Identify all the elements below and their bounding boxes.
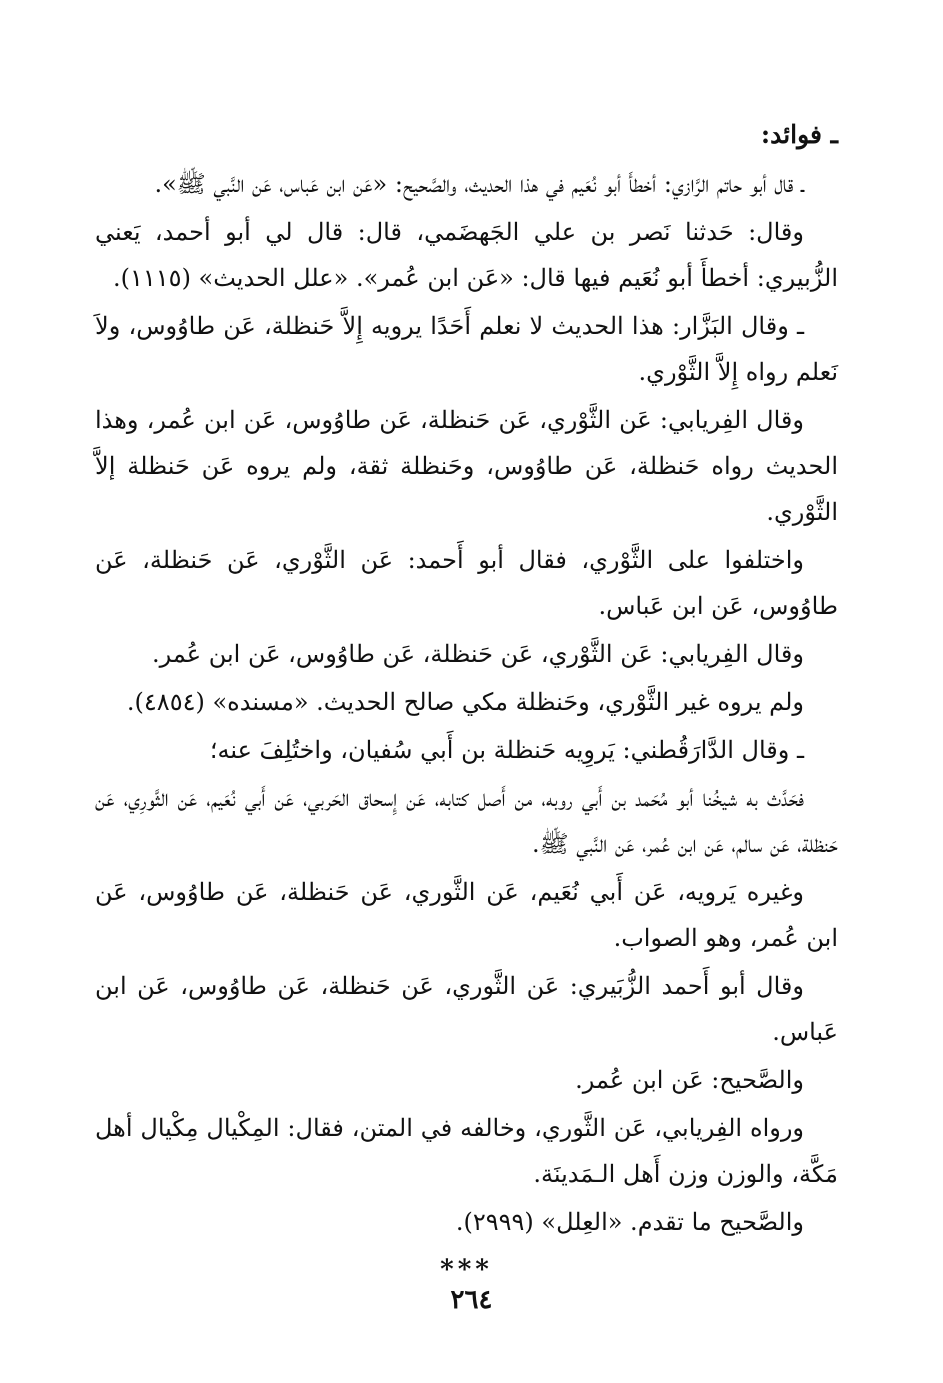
paragraph-daraqutni: ـ وقال الدَّارَقُطني: يَروِيه حَنظلة بن أَبي سُفيان، واختُلِفَ عنه؛ xyxy=(209,736,804,764)
page-number: ٢٦٤ xyxy=(450,1285,493,1315)
paragraph-nasr-ibn-ali: وقال: حَدثنا نَصر بن علي الجَهضَمي، قال: قال لي أبو أحمد، يَعني الزُّبيري: أخطأَ أبو نُعَيم فيها قال: «عَن ابن عُمر». «علل الحديث» (١١١٥). xyxy=(95,218,838,292)
section-heading: ـ فوائد: xyxy=(760,120,838,149)
paragraph-sahih: والصَّحيح: عَن ابن عُمر. xyxy=(575,1066,804,1094)
paragraph-abu-hatim: ـ قال أبو حاتم الرَّازي: أخطأَ أبو نُعَيم في هذا الحديث، والصَّحيح: «عَن ابن عَباس، عَن النَّبي ﷺ». xyxy=(154,170,804,198)
paragraph-firyabi-2: وقال الفِريابي: عَن الثَّوْري، عَن حَنظلة، عَن طاوُوس، عَن ابن عُمر. xyxy=(152,640,804,668)
section-separator: *** xyxy=(440,1255,493,1285)
paragraph-ilal: والصَّحيح ما تقدم. «العِلل» (٢٩٩٩). xyxy=(455,1208,804,1236)
paragraph-zubayri: وقال أبو أَحمد الزُّبَيري: عَن الثَّوري، عَن حَنظلة، عَن طاوُوس، عَن ابن عَباس. xyxy=(95,972,838,1046)
paragraph-ikhtilaf: واختلفوا على الثَّوْري، فقال أبو أَحمد: عَن الثَّوْري، عَن حَنظلة، عَن طاوُوس، عَن ابن عَباس. xyxy=(95,546,838,620)
paragraph-bazzar: ـ وقال البَزَّار: هذا الحديث لا نعلم أَحَدًا يرويه إِلاَّ حَنظلة، عَن طاوُوس، ولاَ نَعلم رواه إِلاَّ الثَّوْري. xyxy=(95,312,838,386)
paragraph-firyabi: وقال الفِريابي: عَن الثَّوْري، عَن حَنظلة، عَن طاوُوس، عَن ابن عُمر، وهذا الحديث رواه حَنظلة، عَن طاوُوس، وحَنظلة ثقة، ولم يروه عَن حَنظلة إلاَّ الثَّوْري. xyxy=(95,406,838,526)
paragraph-ghayruhu: وغيره يَرويه، عَن أَبي نُعَيم، عَن الثَّوري، عَن حَنظلة، عَن طاوُوس، عَن ابن عُمر، وهو الصواب. xyxy=(95,878,838,952)
paragraph-musnad: ولم يروه غير الثَّوْري، وحَنظلة مكي صالح الحديث. «مسنده» (٤٨٥٤). xyxy=(126,688,804,716)
paragraph-ibn-abi-rubah: فحَدَّث به شيخُنا أبو مُحَمد بن أَبي روبه، من أَصل كتابه، عَن إِسحاق الحَربي، عَن أَبي نُعَيم، عَن الثَّورِي، عَن حَنظلة، عَن سالم، عَن ابن عُمر، عَن النَّبي ﷺ. xyxy=(95,784,838,858)
paragraph-matn: ورواه الفِريابي، عَن الثَّوري، وخالفه في المتن، فقال: المِكْيال مِكْيال أهل مَكَّة، والوزن وزن أَهل الـمَدينَة. xyxy=(95,1114,838,1188)
